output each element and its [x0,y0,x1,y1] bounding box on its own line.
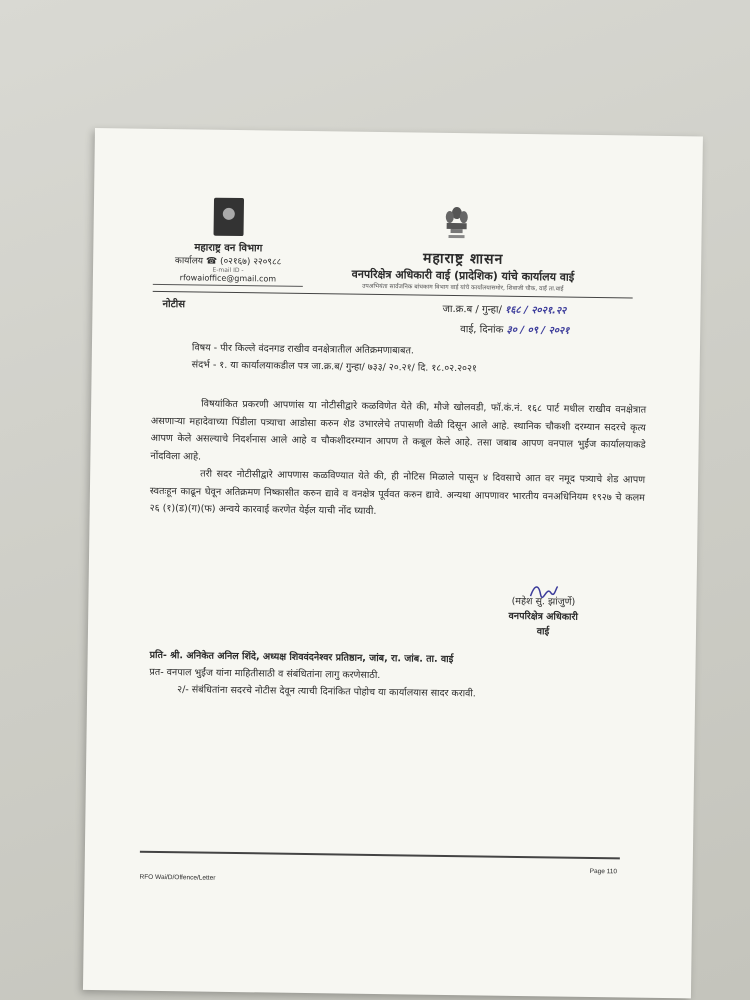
reference-line: संदर्भ - १. या कार्यालयाकडील पत्र जा.क्र.ब/ गुन्हा/ ७३३/ २०.२१/ दि. १८.०२.२०२१ [191,359,477,375]
forest-department-header [153,197,304,287]
signatory-designation: वनपरिक्षेत्र अधिकारी [508,610,578,623]
notice-date [460,321,569,337]
reference-number-prefix: जा.क्र.ब / गुन्हा/ [442,303,502,316]
subject-block [192,339,662,380]
notice-label: नोटीस [162,298,186,311]
office-address: उपअभियंता सार्वजनिक बांधकाम विभाग वाई यांचे कार्यालयासमोर, शिवाजी चौक, वाई ता.वाई [362,282,564,293]
notice-document [83,128,703,998]
reference-number [442,301,566,317]
recipient-line: प्रति- श्री. अनिकेत अनिल शिंदे, अध्यक्ष शिववंदनेश्वर प्रतिष्ठान, जांब, रा. जांब. ता. वाई [149,649,454,666]
footer-reference: RFO Wai/D/Offence/Letter [139,873,216,882]
signature-block [483,593,604,640]
state-emblem-icon [442,205,471,247]
body-paragraph: तरी सदर नोटीसीद्वारे आपणास कळविण्यात येते की, ही नोटिस मिळाले पासून ४ दिवसाचे आत वर नमूद पत्र्याचे शेड आपण स्वतःहून काढून घेवून अतिक्रमण निष्कासीत करुन द्यावे व वनक्षेत्र पूर्ववत करुन द्यावे. अन्यथा आपणावर भारतीय वनअधिनियम १९२७ चे कलम २६ (१)(ड)(ग)(फ) अन्वये कारवाई करणेत येईल याची नोंद घ्यावी. [149,468,646,517]
office-phone: कार्यालय ☎ (०२१६७) २२०९८८ [174,256,282,268]
government-title: महाराष्ट्र शासन [422,250,504,268]
department-name: महाराष्ट्र वन विभाग [194,242,263,255]
forest-department-logo [214,198,245,236]
date-handwritten: ३० / ०९ / २०२१ [506,324,570,337]
government-header [283,247,644,294]
office-title: वनपरिक्षेत्र अधिकारी वाई (प्रादेशिक) यांचे कार्यालय वाई [351,267,575,284]
signatory-place: वाई [536,626,550,638]
page-number: Page 110 [589,867,618,876]
reference-number-handwritten: १६८ / २०२१.२२ [504,304,567,317]
date-prefix: वाई, दिनांक [460,324,504,336]
subject-line: विषय - पीर किल्ले वंदनगड राखीव वनक्षेत्रातील अतिक्रमणाबाबत. [191,342,414,357]
email-label: E-mail ID - [212,266,244,275]
signatory-name: (महेश सु. झांजुर्णे) [511,595,576,608]
signature-mark [528,582,558,602]
footer-divider [140,851,620,860]
office-email: rfowaioffice@gmail.com [153,273,303,287]
body-paragraph: विषयांकित प्रकरणी आपणांस या नोटीसीद्वारे कळविणेत येते की, मौजे खोलवडी, फॉ.कं.नं. १६८ पार्ट मधील राखीव वनक्षेत्रात असणाऱ्या महादेवाच्या पिंडीला पत्र्याचा आडोसा करुन शेड उभारलेचे तपासणी वेळी दिसून आले आहे. स्थानिक चौकशी दरम्यान सदरचे कृत्य आपण केले असल्याचे निदर्शनास आले आहे व चौकशीदरम्यान आपण ते कबूल केले आहे. तसा जबाब आपण वनपाल भुईंज कार्यालयाकडे नोंदविला आहे. [150,398,647,463]
notice-body [150,395,647,524]
copy-line: २/- संबंधितांना सदरचे नोटीस देवून त्याची दिनांकित पोहोच या कार्यालयास सादर करावी. [177,684,476,700]
copy-to-block [149,647,650,705]
copy-line: प्रत- वनपाल भुईंज यांना माहितीसाठी व संबंधितांना लागु करणेसाठी. [149,666,381,682]
